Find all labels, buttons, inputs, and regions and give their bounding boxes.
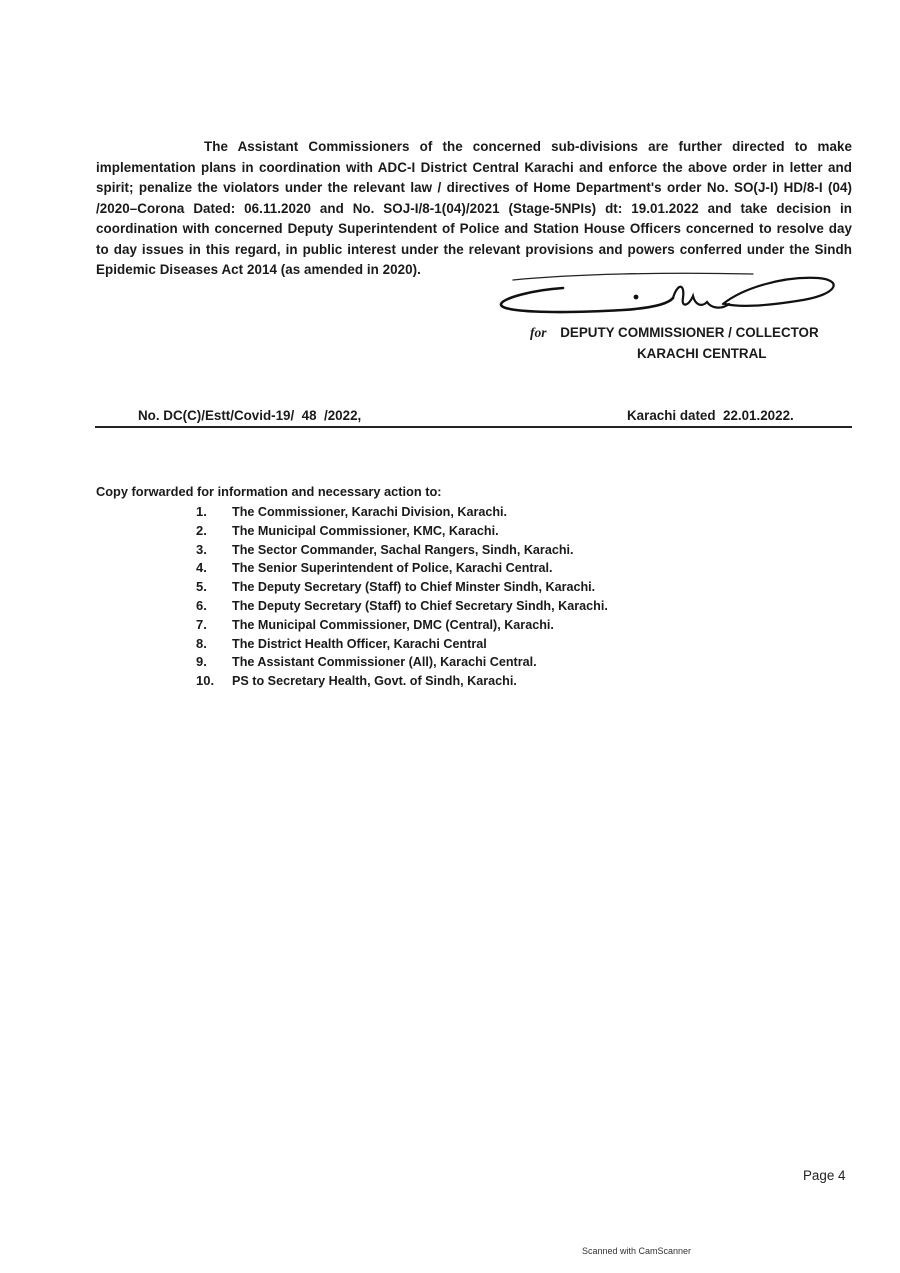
item-text: The Municipal Commissioner, DMC (Central), Karachi. bbox=[232, 617, 554, 632]
list-item bbox=[196, 559, 608, 578]
item-text: The Deputy Secretary (Staff) to Chief Minster Sindh, Karachi. bbox=[232, 580, 596, 595]
list-item bbox=[196, 653, 608, 672]
item-text: The Assistant Commissioner (All), Karachi Central. bbox=[232, 655, 537, 670]
item-number: 2. bbox=[196, 522, 207, 538]
item-text: The Deputy Secretary (Staff) to Chief Secretary Sindh, Karachi. bbox=[232, 598, 608, 613]
list-item bbox=[196, 541, 608, 560]
list-item bbox=[196, 522, 608, 541]
recipient-list bbox=[196, 503, 608, 691]
item-text: The Commissioner, Karachi Division, Karachi. bbox=[232, 505, 508, 519]
item-text: The Municipal Commissioner, KMC, Karachi. bbox=[232, 523, 499, 538]
list-item bbox=[196, 597, 608, 616]
list-item bbox=[196, 635, 608, 654]
item-number: 5. bbox=[196, 579, 207, 595]
item-number: 6. bbox=[196, 597, 207, 613]
list-item bbox=[196, 503, 608, 522]
item-text: The District Health Officer, Karachi Central bbox=[232, 636, 487, 651]
reference-number: No. DC(C)/Estt/Covid-19/ 48 /2022, bbox=[138, 408, 362, 423]
signatory-office: KARACHI CENTRAL bbox=[637, 346, 767, 361]
reference-date: Karachi dated 22.01.2022. bbox=[627, 408, 794, 423]
page-number: Page 4 bbox=[803, 1168, 846, 1183]
signatory-line bbox=[530, 322, 860, 343]
item-text: The Sector Commander, Sachal Rangers, Sindh, Karachi. bbox=[232, 542, 574, 557]
handwritten-signature bbox=[493, 268, 843, 328]
item-number: 4. bbox=[196, 560, 207, 576]
scanner-watermark: Scanned with CamScanner bbox=[582, 1246, 692, 1256]
body-paragraph: The Assistant Commissioners of the concerned sub-divisions are further directed to make implementation plans in coordination with ADC-I District Central Karachi and enforce the above order in letter and spirit; penalize the violators under the relevant law / directives of Home Department's order No. SO(J-I) HD/8-I (04) /2020–Corona Dated: 06.11.2020 and No. SOJ-I/8-1(04)/2021 (Stage-5NPIs) dt: 19.01.2022 and take decision in coordination with concerned Deputy Superintendent of Police and Station House Officers concerned to resolve day to day issues in this regard, in public interest under the relevant provisions and powers conferred under the Sindh Epidemic Diseases Act 2014 (as amended in 2020). bbox=[96, 139, 852, 278]
list-item bbox=[196, 578, 608, 597]
signature-block bbox=[530, 322, 860, 364]
item-number: 8. bbox=[196, 635, 207, 651]
item-number: 3. bbox=[196, 541, 207, 557]
item-number: 9. bbox=[196, 654, 207, 670]
list-item bbox=[196, 672, 608, 691]
signatory-title: DEPUTY COMMISSIONER / COLLECTOR bbox=[560, 325, 819, 340]
item-text: PS to Secretary Health, Govt. of Sindh, Karachi. bbox=[232, 674, 517, 689]
item-number: 1. bbox=[196, 504, 207, 519]
item-number: 7. bbox=[196, 616, 207, 632]
signatory-prefix: for bbox=[530, 325, 547, 340]
item-text: The Senior Superintendent of Police, Karachi Central. bbox=[232, 561, 553, 576]
divider-line bbox=[95, 426, 852, 428]
list-item bbox=[196, 616, 608, 635]
item-number: 10. bbox=[196, 673, 215, 689]
copy-forwarded-title: Copy forwarded for information and necessary action to: bbox=[96, 484, 442, 499]
